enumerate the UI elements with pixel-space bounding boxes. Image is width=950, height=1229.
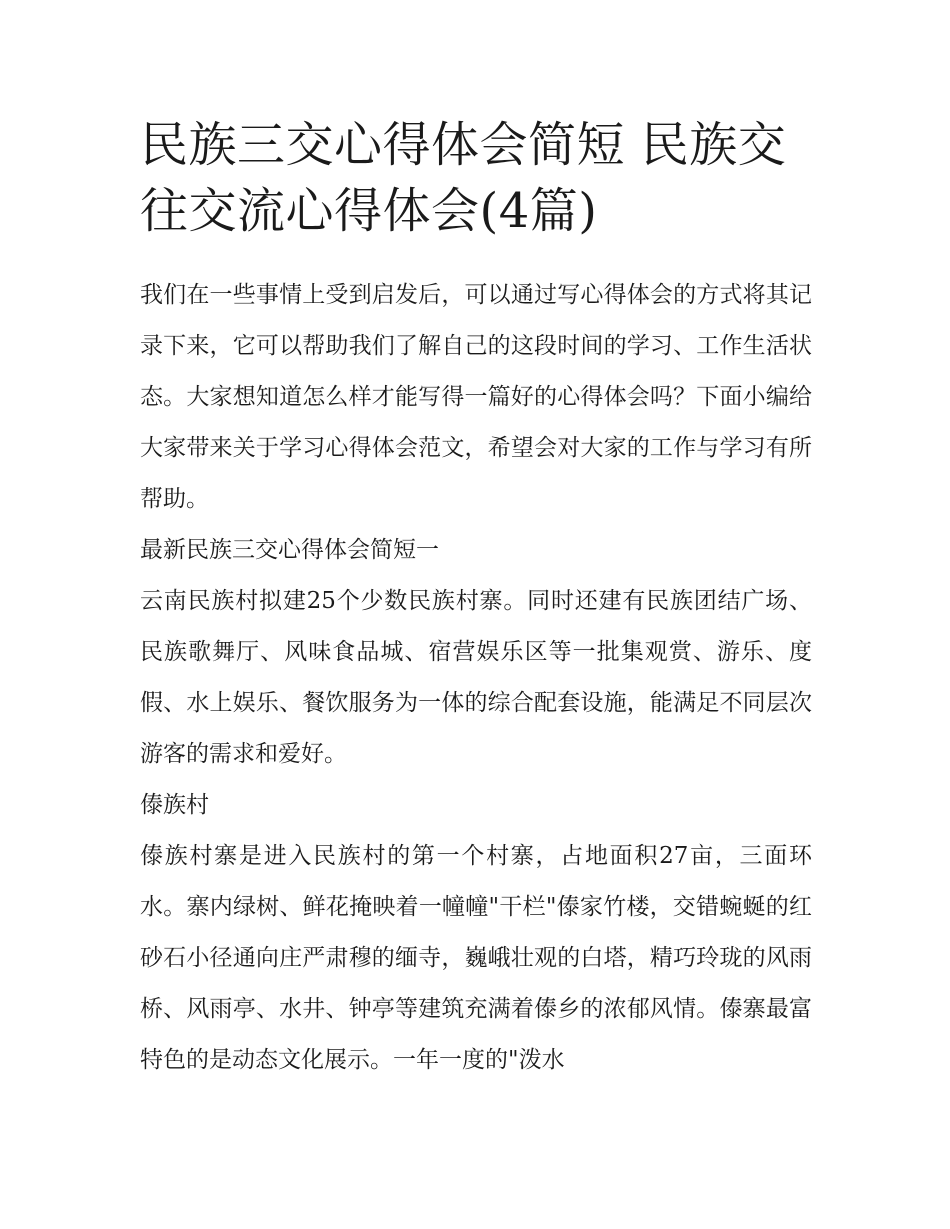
section-heading: 最新民族三交心得体会简短一 (140, 537, 439, 563)
document-title: 民族三交心得体会简短 民族交往交流心得体会(4篇) (140, 117, 787, 239)
intro-paragraph: 我们在一些事情上受到启发后，可以通过写心得体会的方式将其记录下来，它可以帮助我们了解自己的这段时间的学习、工作生活状态。大家想知道怎么样才能写得一篇好的心得体会吗？下面小编给大家带来关于学习心得体会范文，希望会对大家的工作与学习有所帮助。 (140, 282, 812, 512)
section-paragraph: 云南民族村拟建25个少数民族村寨。同时还建有民族团结广场、民族歌舞厅、风味食品城、宿营娱乐区等一批集观赏、游乐、度假、水上娱乐、餐饮服务为一体的综合配套设施，能满足不同层次游客的需求和爱好。 (140, 588, 812, 767)
subsection-paragraph: 傣族村寨是进入民族村的第一个村寨，占地面积27亩，三面环水。寨内绿树、鲜花掩映着一幢幢"干栏"傣家竹楼，交错蜿蜒的红砂石小径通向庄严肃穆的缅寺，巍峨壮观的白塔，精巧玲珑的风雨桥、风雨亭、水井、钟亭等建筑充满着傣乡的浓郁风情。傣寨最富特色的是动态文化展示。一年一度的"泼水 (140, 843, 812, 1073)
subsection-heading: 傣族村 (140, 792, 209, 818)
